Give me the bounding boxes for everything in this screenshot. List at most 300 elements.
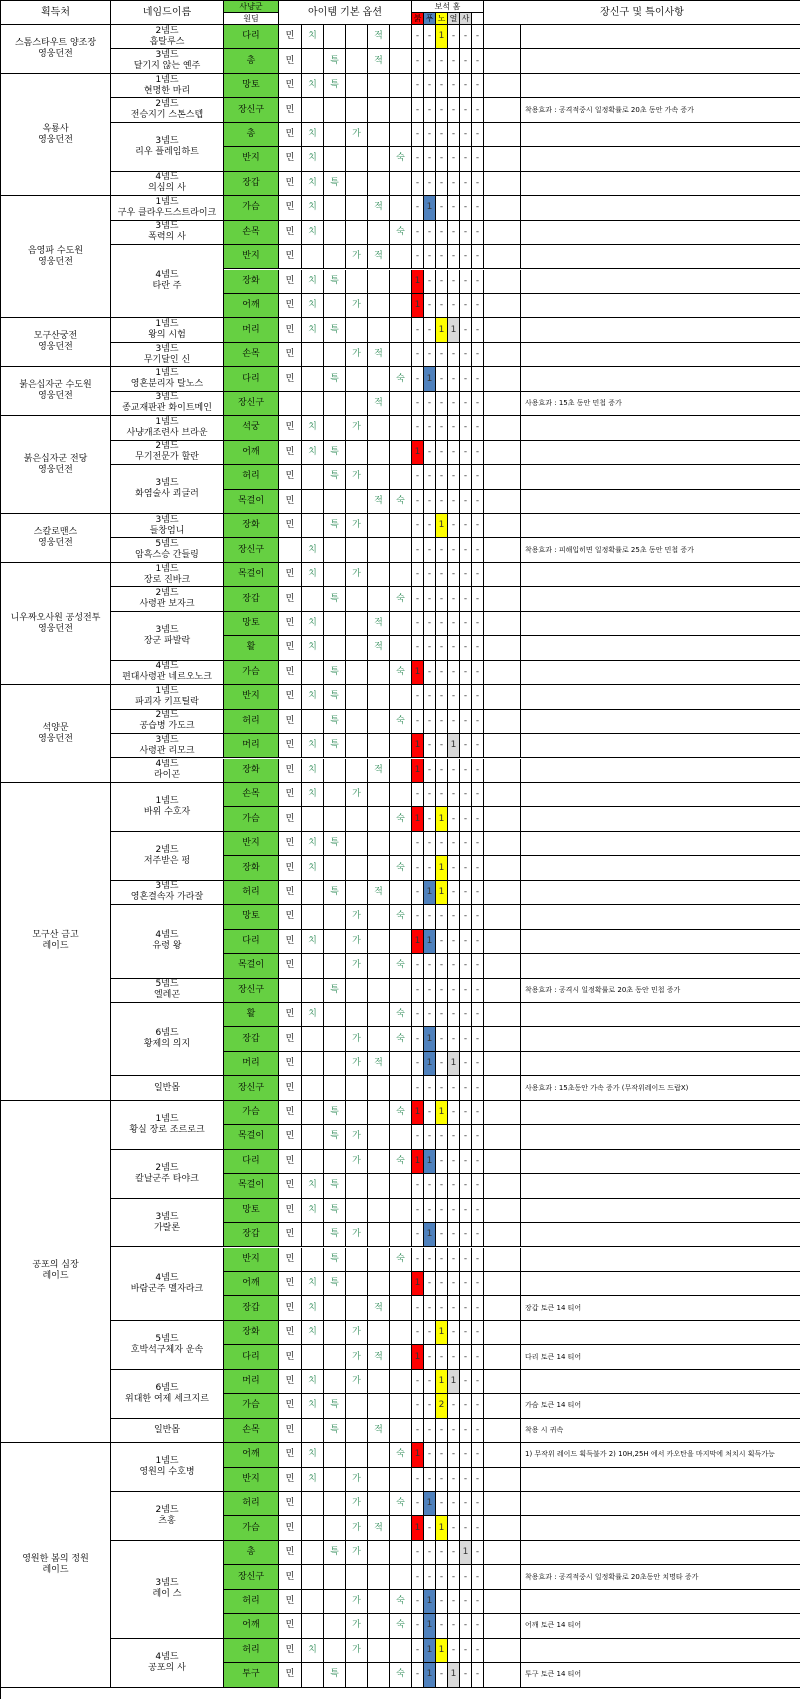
option-cell (302, 1248, 324, 1272)
option-cell: 적 (368, 636, 390, 660)
option-cell: 치 (302, 1003, 324, 1027)
gem-cell: - (436, 490, 448, 514)
slot-cell: 반지 (224, 1248, 279, 1272)
option-cell (302, 587, 324, 611)
gem-cell: - (424, 74, 436, 98)
option-cell (368, 710, 390, 734)
gem-cell: - (460, 1296, 472, 1320)
gem-cell: - (412, 98, 424, 122)
boss-cell: 1넴드 영혼분리자 탈노스 (111, 367, 224, 391)
option-cell: 특 (324, 1541, 346, 1565)
note-cell (521, 1174, 800, 1198)
note-spacer-cell (484, 392, 521, 416)
option-cell (324, 245, 346, 269)
header-named: 네임드이름 (111, 1, 224, 25)
gem-cell: - (448, 1492, 460, 1516)
option-cell (390, 1076, 412, 1100)
option-cell: 민 (279, 1639, 302, 1663)
gem-cell: - (448, 979, 460, 1003)
option-cell (368, 1199, 390, 1223)
gem-cell: - (436, 930, 448, 954)
option-cell (368, 1468, 390, 1492)
gem-cell: - (460, 221, 472, 245)
option-cell: 치 (302, 318, 324, 342)
option-cell: 가 (346, 954, 368, 978)
slot-cell: 장화 (224, 1321, 279, 1345)
option-cell (368, 1443, 390, 1467)
gem-cell: - (412, 343, 424, 367)
note-cell (521, 25, 800, 49)
option-cell (368, 367, 390, 391)
gem-cell: - (448, 1174, 460, 1198)
slot-cell: 다리 (224, 1150, 279, 1174)
option-cell: 민 (279, 661, 302, 685)
option-cell (302, 1345, 324, 1369)
option-cell: 숙 (390, 1027, 412, 1051)
gem-spacer-cell: - (472, 979, 484, 1003)
option-cell: 민 (279, 1663, 302, 1687)
gem-cell: - (412, 563, 424, 587)
option-cell: 민 (279, 172, 302, 196)
gem-cell: - (448, 905, 460, 929)
option-cell: 숙 (390, 1150, 412, 1174)
option-cell (368, 1076, 390, 1100)
option-cell: 적 (368, 196, 390, 220)
gem-cell: - (412, 832, 424, 856)
gem-cell: - (436, 49, 448, 73)
option-cell: 특 (324, 1199, 346, 1223)
slot-cell: 장갑 (224, 1296, 279, 1320)
option-cell: 민 (279, 1492, 302, 1516)
option-cell (324, 1516, 346, 1540)
gem-cell: 1 (424, 881, 436, 905)
slot-cell: 장신구 (224, 1076, 279, 1100)
gem-cell: - (412, 465, 424, 489)
gem-spacer-cell: - (472, 172, 484, 196)
option-cell (302, 905, 324, 929)
gem-cell: - (436, 783, 448, 807)
slot-cell: 반지 (224, 685, 279, 709)
option-cell (302, 514, 324, 538)
note-spacer-cell (484, 147, 521, 171)
option-cell (279, 392, 302, 416)
gem-cell: - (436, 685, 448, 709)
option-cell: 민 (279, 710, 302, 734)
option-cell (302, 98, 324, 122)
note-spacer-cell (484, 1101, 521, 1125)
header-gemEarth: 얼 (448, 13, 460, 25)
gem-cell: - (412, 685, 424, 709)
option-cell (324, 759, 346, 783)
option-cell (324, 416, 346, 440)
option-cell (346, 1003, 368, 1027)
note-spacer-cell (484, 367, 521, 391)
option-cell (302, 490, 324, 514)
option-cell: 적 (368, 392, 390, 416)
option-cell (368, 1150, 390, 1174)
gem-cell: - (448, 1443, 460, 1467)
gem-spacer-cell: - (472, 930, 484, 954)
note-spacer-cell (484, 1296, 521, 1320)
gem-cell: 1 (424, 196, 436, 220)
note-spacer-cell (484, 1516, 521, 1540)
gem-cell: - (460, 465, 472, 489)
gem-spacer-cell: - (472, 1565, 484, 1589)
boss-cell: 6넴드 위대한 여제 세크지르 (111, 1370, 224, 1419)
gem-cell: - (448, 172, 460, 196)
gem-cell: - (424, 1199, 436, 1223)
note-cell (521, 465, 800, 489)
option-cell (302, 1223, 324, 1247)
gem-cell: - (412, 1394, 424, 1418)
gem-cell: - (436, 1614, 448, 1638)
option-cell: 민 (279, 905, 302, 929)
gem-cell: - (424, 563, 436, 587)
gem-cell: - (424, 25, 436, 49)
slot-cell: 망토 (224, 1199, 279, 1223)
option-cell: 가 (346, 1052, 368, 1076)
slot-cell: 반지 (224, 245, 279, 269)
gem-cell: 1 (412, 270, 424, 294)
gem-cell: - (460, 392, 472, 416)
option-cell (346, 1565, 368, 1589)
gem-cell: - (460, 74, 472, 98)
gem-cell: - (412, 1125, 424, 1149)
gem-spacer-cell: - (472, 367, 484, 391)
slot-cell: 장신구 (224, 1565, 279, 1589)
slot-cell: 가슴 (224, 1394, 279, 1418)
option-cell (368, 685, 390, 709)
option-cell (346, 1663, 368, 1687)
option-cell (368, 1541, 390, 1565)
gem-cell: - (436, 1150, 448, 1174)
option-cell: 가 (346, 1590, 368, 1614)
option-cell: 특 (324, 1174, 346, 1198)
option-cell: 치 (302, 1394, 324, 1418)
option-cell (324, 636, 346, 660)
gem-cell: 2 (436, 1394, 448, 1418)
gem-cell: - (412, 1052, 424, 1076)
note-spacer-cell (484, 318, 521, 342)
gem-cell: - (448, 1394, 460, 1418)
option-cell (324, 221, 346, 245)
note-cell (521, 856, 800, 880)
gem-cell: - (460, 636, 472, 660)
gem-spacer-cell: - (472, 1394, 484, 1418)
note-cell: 착용효과 : 공격적중시 일정확률로 20초동안 치명타 증가 (521, 1565, 800, 1589)
note-spacer-cell (484, 881, 521, 905)
gem-spacer-cell: - (472, 318, 484, 342)
note-spacer-cell (484, 1541, 521, 1565)
option-cell: 특 (324, 1663, 346, 1687)
option-cell (346, 392, 368, 416)
note-spacer-cell (484, 343, 521, 367)
option-cell: 치 (302, 612, 324, 636)
option-cell: 치 (302, 930, 324, 954)
boss-cell: 4넴드 바람군주 멜자라크 (111, 1248, 224, 1321)
gem-spacer-cell: - (472, 1027, 484, 1051)
gem-spacer-cell: - (472, 1321, 484, 1345)
gem-spacer-cell: - (472, 1150, 484, 1174)
option-cell: 적 (368, 881, 390, 905)
gem-cell: - (424, 49, 436, 73)
gem-cell: - (424, 1296, 436, 1320)
option-cell (302, 1125, 324, 1149)
gem-cell: - (424, 98, 436, 122)
gem-cell: - (412, 123, 424, 147)
option-cell (368, 1590, 390, 1614)
gem-cell: - (412, 905, 424, 929)
gem-cell: - (460, 49, 472, 73)
slot-cell: 장갑 (224, 587, 279, 611)
note-cell: 장갑 토큰 14 티어 (521, 1296, 800, 1320)
option-cell (390, 172, 412, 196)
option-cell (302, 1516, 324, 1540)
gem-cell: - (460, 1272, 472, 1296)
option-cell: 민 (279, 74, 302, 98)
option-cell: 민 (279, 734, 302, 758)
gem-cell: - (460, 856, 472, 880)
gem-cell: 1 (424, 1492, 436, 1516)
gem-spacer-cell: - (472, 25, 484, 49)
note-cell (521, 1101, 800, 1125)
boss-cell: 3넴드 들창엄니 (111, 514, 224, 538)
note-spacer-cell (484, 172, 521, 196)
option-cell (346, 1199, 368, 1223)
option-cell: 민 (279, 1174, 302, 1198)
gem-cell: - (460, 98, 472, 122)
option-cell: 특 (324, 979, 346, 1003)
gem-spacer-cell: - (472, 196, 484, 220)
slot-cell: 가슴 (224, 1516, 279, 1540)
option-cell: 민 (279, 1565, 302, 1589)
gem-cell: - (448, 147, 460, 171)
option-cell (390, 538, 412, 562)
option-cell (346, 441, 368, 465)
option-cell (346, 196, 368, 220)
option-cell (324, 1443, 346, 1467)
gem-cell: - (448, 1003, 460, 1027)
gem-cell: - (424, 856, 436, 880)
note-cell (521, 245, 800, 269)
note-cell (521, 1541, 800, 1565)
option-cell (390, 294, 412, 318)
option-cell: 숙 (390, 710, 412, 734)
gem-cell: - (436, 587, 448, 611)
gem-cell: - (436, 1541, 448, 1565)
option-cell: 민 (279, 416, 302, 440)
option-cell (368, 1223, 390, 1247)
gem-cell: - (436, 1590, 448, 1614)
option-cell (390, 1565, 412, 1589)
option-cell: 치 (302, 1174, 324, 1198)
option-cell (390, 979, 412, 1003)
option-cell: 민 (279, 318, 302, 342)
gem-cell: - (436, 1296, 448, 1320)
gem-cell: - (424, 783, 436, 807)
option-cell (346, 49, 368, 73)
gem-cell: - (448, 1223, 460, 1247)
gem-spacer-cell: - (472, 221, 484, 245)
gem-cell: - (412, 1027, 424, 1051)
gem-cell: - (436, 74, 448, 98)
gem-cell: - (412, 710, 424, 734)
option-cell: 특 (324, 1101, 346, 1125)
option-cell (324, 1614, 346, 1638)
gem-cell: - (424, 538, 436, 562)
boss-cell: 3넴드 레이 스 (111, 1541, 224, 1639)
option-cell (346, 1394, 368, 1418)
option-cell (324, 294, 346, 318)
gem-cell: - (460, 1003, 472, 1027)
option-cell (368, 563, 390, 587)
note-cell (521, 807, 800, 831)
gem-cell: - (412, 1076, 424, 1100)
note-spacer-cell (484, 710, 521, 734)
gem-cell: - (412, 1565, 424, 1589)
option-cell: 가 (346, 1027, 368, 1051)
option-cell (368, 1394, 390, 1418)
note-spacer-cell (484, 685, 521, 709)
note-cell (521, 1003, 800, 1027)
gem-cell: - (460, 123, 472, 147)
gem-cell: 1 (412, 1443, 424, 1467)
option-cell (346, 270, 368, 294)
note-cell (521, 490, 800, 514)
gem-cell: - (436, 1492, 448, 1516)
note-spacer-cell (484, 538, 521, 562)
gem-cell: - (412, 1321, 424, 1345)
slot-cell: 허리 (224, 1492, 279, 1516)
gem-cell: - (436, 954, 448, 978)
boss-cell: 4넴드 공포의 사 (111, 1639, 224, 1688)
slot-cell: 목걸이 (224, 1174, 279, 1198)
note-spacer-cell (484, 856, 521, 880)
gem-spacer-cell: - (472, 881, 484, 905)
note-cell (521, 685, 800, 709)
note-spacer-cell (484, 1394, 521, 1418)
option-cell (390, 1052, 412, 1076)
option-cell (368, 930, 390, 954)
gem-cell: - (436, 1419, 448, 1443)
slot-cell: 석궁 (224, 416, 279, 440)
gem-cell: 1 (412, 1272, 424, 1296)
gem-cell: - (424, 1076, 436, 1100)
option-cell: 치 (302, 1370, 324, 1394)
gem-spacer-cell: - (472, 1370, 484, 1394)
gem-spacer-cell: - (472, 1076, 484, 1100)
option-cell (368, 734, 390, 758)
gem-spacer-cell: - (472, 563, 484, 587)
gem-cell: - (412, 49, 424, 73)
note-spacer-cell (484, 196, 521, 220)
gem-spacer-cell: - (472, 1468, 484, 1492)
gem-cell: - (436, 832, 448, 856)
gem-cell: 1 (412, 1516, 424, 1540)
boss-cell: 4넴드 편대사령관 네르오노크 (111, 661, 224, 685)
gem-cell: 1 (412, 1101, 424, 1125)
gem-spacer-cell: - (472, 441, 484, 465)
gem-cell: - (460, 172, 472, 196)
gem-spacer-cell: - (472, 123, 484, 147)
gem-cell: 1 (436, 1321, 448, 1345)
option-cell: 특 (324, 832, 346, 856)
gem-cell: - (460, 1052, 472, 1076)
option-cell: 민 (279, 832, 302, 856)
source-cell: 음영파 수도원 영웅던전 (1, 196, 111, 318)
note-cell (521, 343, 800, 367)
gem-cell: - (460, 954, 472, 978)
option-cell: 특 (324, 441, 346, 465)
gem-cell: 1 (436, 1101, 448, 1125)
option-cell: 가 (346, 1150, 368, 1174)
header-gem-spacer (472, 13, 484, 25)
option-cell: 특 (324, 318, 346, 342)
option-cell (324, 563, 346, 587)
gem-cell: - (460, 1321, 472, 1345)
option-cell (390, 74, 412, 98)
gem-cell: - (460, 685, 472, 709)
option-cell: 민 (279, 1248, 302, 1272)
note-cell (521, 1321, 800, 1345)
option-cell (368, 172, 390, 196)
option-cell: 치 (302, 563, 324, 587)
gem-spacer-cell: - (472, 587, 484, 611)
source-cell: 붉은십자군 전당 영웅던전 (1, 416, 111, 514)
gem-cell: - (436, 612, 448, 636)
option-cell: 가 (346, 1639, 368, 1663)
gem-cell: - (424, 490, 436, 514)
option-cell: 민 (279, 1590, 302, 1614)
gem-cell: - (448, 1248, 460, 1272)
gem-cell: 1 (436, 514, 448, 538)
option-cell (324, 1565, 346, 1589)
gem-cell: - (460, 1468, 472, 1492)
note-cell: 착용 시 귀속 (521, 1419, 800, 1443)
gem-cell: - (448, 245, 460, 269)
gem-cell: - (460, 1370, 472, 1394)
gem-cell: - (460, 783, 472, 807)
gem-cell: 1 (424, 1150, 436, 1174)
option-cell (390, 245, 412, 269)
option-cell: 민 (279, 930, 302, 954)
option-cell (324, 930, 346, 954)
option-cell: 가 (346, 1492, 368, 1516)
note-cell (521, 367, 800, 391)
option-cell: 특 (324, 1248, 346, 1272)
gem-cell: - (448, 1076, 460, 1100)
option-cell: 민 (279, 367, 302, 391)
gem-cell: - (460, 710, 472, 734)
gem-cell: 1 (436, 881, 448, 905)
gem-spacer-cell: - (472, 1516, 484, 1540)
note-cell (521, 783, 800, 807)
option-cell (302, 49, 324, 73)
note-cell (521, 954, 800, 978)
gem-cell: - (460, 563, 472, 587)
option-cell (390, 930, 412, 954)
note-cell (521, 612, 800, 636)
option-cell (346, 1296, 368, 1320)
slot-cell: 목걸이 (224, 490, 279, 514)
option-cell: 가 (346, 1541, 368, 1565)
option-cell (368, 147, 390, 171)
option-cell: 민 (279, 1027, 302, 1051)
source-cell: 옥룡사 영웅던전 (1, 74, 111, 196)
option-cell (390, 98, 412, 122)
option-cell: 숙 (390, 1101, 412, 1125)
option-cell: 적 (368, 1516, 390, 1540)
